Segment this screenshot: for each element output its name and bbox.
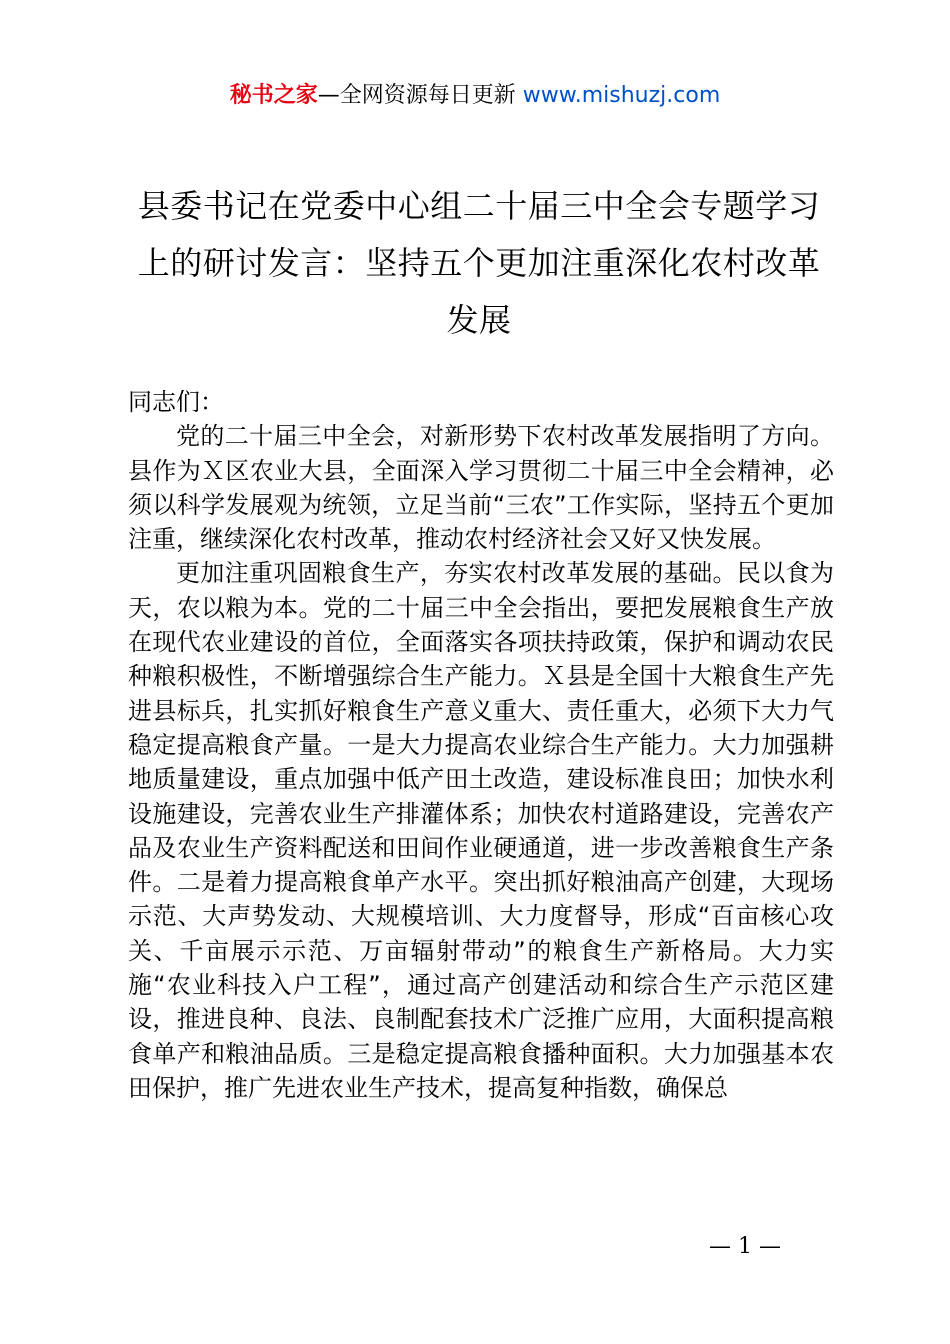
page-number: — 1 — [709, 1234, 781, 1259]
paragraph-intro: 党的二十届三中全会，对新形势下农村改革发展指明了方向。县作为Ｘ区农业大县，全面深入学习贯彻二十届三中全会精神，必须以科学发展观为统领，立足当前“三农”工作实际，坚持五个更加注重，继续深化农村改革，推动农村经济社会又好又快发展。 [128, 422, 834, 554]
paragraph-grain-production: 更加注重巩固粮食生产，夯实农村改革发展的基础。民以食为天，农以粮为本。党的二十届三中全会指出，要把发展粮食生产放在现代农业建设的首位，全面落实各项扶持政策，保护和调动农民种粮积极性，不断增强综合生产能力。Ｘ县是全国十大粮食生产先进县标兵，扎实抓好粮食生产意义重大、责任重大，必须下大力气稳定提高粮食产量。一是大力提高农业综合生产能力。大力加强耕地质量建设，重点加强中低产田土改造，建设标准良田；加快水利设施建设，完善农业生产排灌体系；加快农村道路建设，完善农产品及农业生产资料配送和田间作业硬通道，进一步改善粮食生产条件。二是着力提高粮食单产水平。突出抓好粮油高产创建，大现场示范、大声势发动、大规模培训、大力度督导，形成“百亩核心攻关、千亩展示示范、万亩辐射带动”的粮食生产新格局。大力实施“农业科技入户工程”，通过高产创建活动和综合生产示范区建设，推进良种、良法、良制配套技术广泛推广应用，大面积提高粮食单产和粮油品质。三是稳定提高粮食播种面积。大力加强基本农田保护，推广先进农业生产技术，提高复种指数，确保总 [128, 559, 834, 1102]
brand-name: 秘书之家 [229, 83, 318, 108]
header-tagline: —全网资源每日更新 [317, 83, 523, 108]
site-header [0, 80, 950, 112]
document-title: 县委书记在党委中心组二十届三中全会专题学习上的研讨发言：坚持五个更加注重深化农村改革发展 [137, 187, 821, 339]
salutation: 同志们： [128, 388, 224, 416]
document-body [128, 385, 834, 1105]
site-url[interactable]: www.mishuzj.com [522, 83, 721, 108]
